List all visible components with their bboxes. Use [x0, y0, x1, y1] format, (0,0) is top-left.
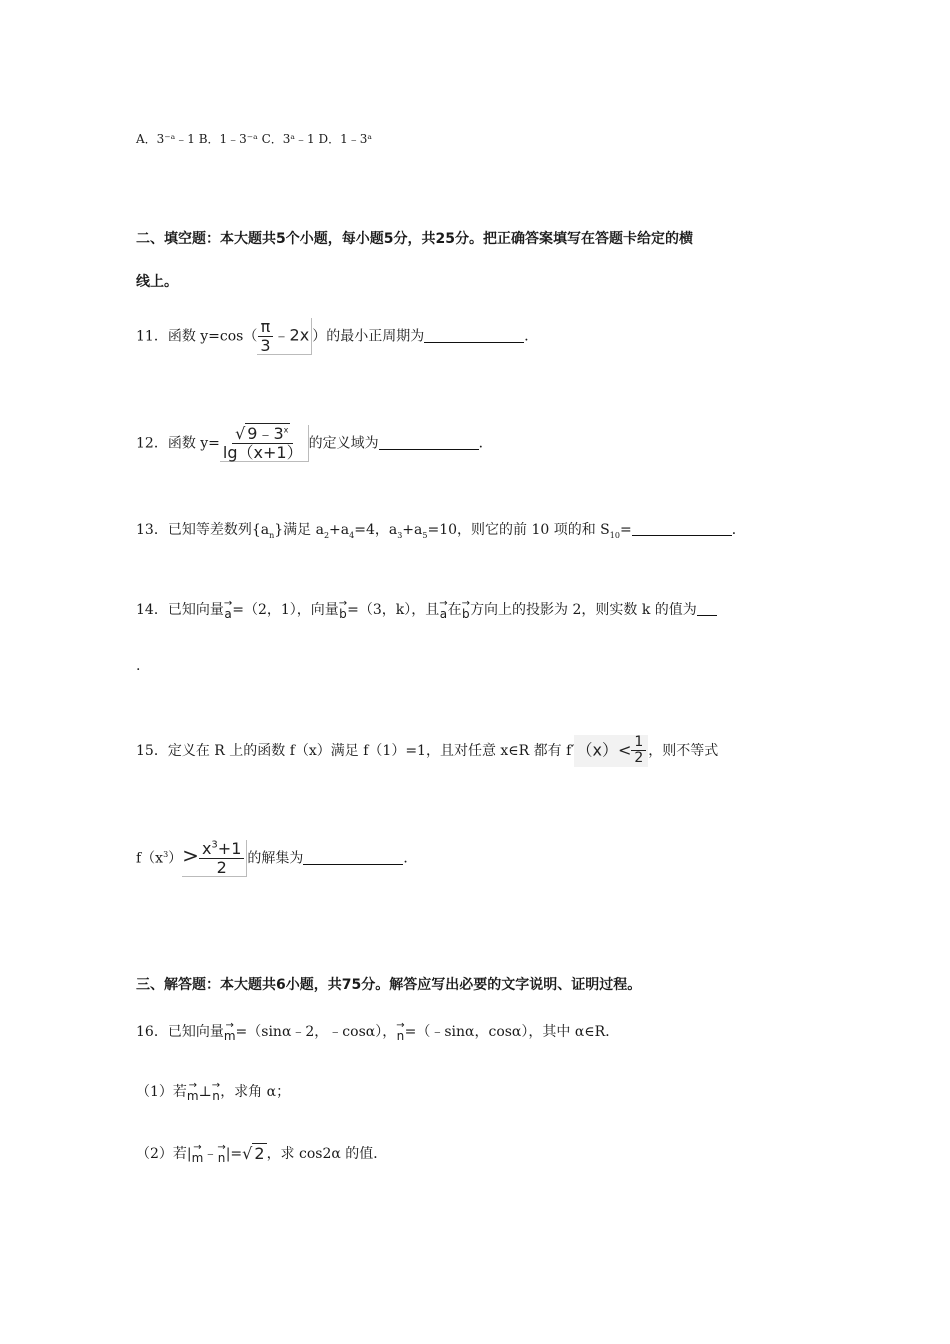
q13-answer-blank[interactable]	[632, 521, 732, 536]
vector-b-icon: → b	[338, 598, 348, 621]
q15-inequality-image: > $\frac{x^3+1}{2}$	[182, 840, 247, 877]
question-12	[136, 425, 814, 462]
question-15-line2: $f(x^3)>$ $\frac{x^3+1}{2}$ 的解集为 ．	[136, 839, 418, 877]
vector-n-icon: → n	[396, 1020, 405, 1043]
q11-fraction	[257, 318, 273, 354]
q12-frac-num: √ 9﹣3$^x$	[232, 425, 293, 444]
sqrt-2-image: √ 2	[242, 1144, 265, 1163]
section2-heading-line2: 线上。	[136, 274, 178, 290]
q11-prefix: 11．函数 y=cos（	[136, 328, 258, 345]
q16-part1: （1）若 → m ⊥ → n ，求角 α；	[136, 1080, 291, 1103]
vector-b-icon: → b	[461, 598, 471, 621]
q12-end: ．	[478, 435, 493, 452]
q11-frac-den: 3	[260, 335, 271, 355]
vector-a-icon: → a	[439, 598, 448, 621]
q16-part2: （2）若| → m ﹣ → n |=√ 2 ，求 cos2α 的值．	[136, 1142, 388, 1165]
q11-frac-num: π	[258, 318, 274, 337]
q12-prefix: 12．函数 y=	[136, 435, 220, 452]
vector-a-icon: → a	[223, 598, 233, 621]
q15-math-image: （x）< $\frac{1}{2}$	[574, 735, 648, 767]
q11-math-image	[257, 318, 312, 355]
question-14: 14．已知向量 → a =（2，1），向量 → b =（3，k），且 → a 在 → b 方向上的投影为 2，则实数 k 的值为	[136, 600, 814, 620]
q10-options: A．3⁻ᵃ﹣1 B．1﹣3⁻ᵃ C．3ᵃ﹣1 D．1﹣3ᵃ	[136, 132, 372, 146]
question-15: 15．定义在 R 上的函数 f（x）满足 f（1）=1，且对任意 x∈R 都有 f′ （x）< $\frac{1}{2}$ ，则不等式	[136, 734, 719, 767]
q15-answer-blank[interactable]	[303, 850, 403, 865]
q12-suffix: 的定义域为	[308, 435, 379, 452]
q14-line2: .	[136, 658, 141, 674]
section3-heading: 三、解答题：本大题共6小题，共75分。解答应写出必要的文字说明、证明过程。	[136, 977, 642, 993]
vector-m-icon: → m	[191, 1142, 204, 1165]
question-11	[136, 318, 814, 355]
section2-heading-line1: 二、填空题：本大题共5个小题，每小题5分，共25分。把正确答案填写在答题卡给定的横	[136, 231, 693, 247]
vector-m-icon: → m	[186, 1080, 199, 1103]
question-16: 16．已知向量 → m =（sinα﹣2，﹣cosα）， → n =（﹣sinα，cosα），其中 α∈R．	[136, 1020, 620, 1043]
q12-math-image	[220, 425, 309, 462]
q11-tail: ﹣2x	[273, 325, 310, 345]
q12-answer-blank[interactable]	[379, 435, 479, 450]
q11-suffix: ）的最小正周期为	[312, 328, 425, 345]
vector-n-icon: → n	[211, 1080, 221, 1103]
q12-frac-den: lg（x+1）	[222, 442, 303, 462]
q14-answer-blank[interactable]	[697, 601, 717, 616]
q11-end: ．	[524, 328, 539, 345]
q12-fraction	[220, 425, 306, 461]
q11-answer-blank[interactable]	[424, 328, 524, 343]
question-13: 13．已知等差数列$\{a_n\}$满足 $a_2+a_4=4$，$a_3+a_5=10$，则它的前 10 项的和 $S_{10}=$ ．	[136, 522, 746, 540]
vector-m-icon: → m	[223, 1020, 236, 1043]
vector-n-icon: → n	[217, 1142, 226, 1165]
